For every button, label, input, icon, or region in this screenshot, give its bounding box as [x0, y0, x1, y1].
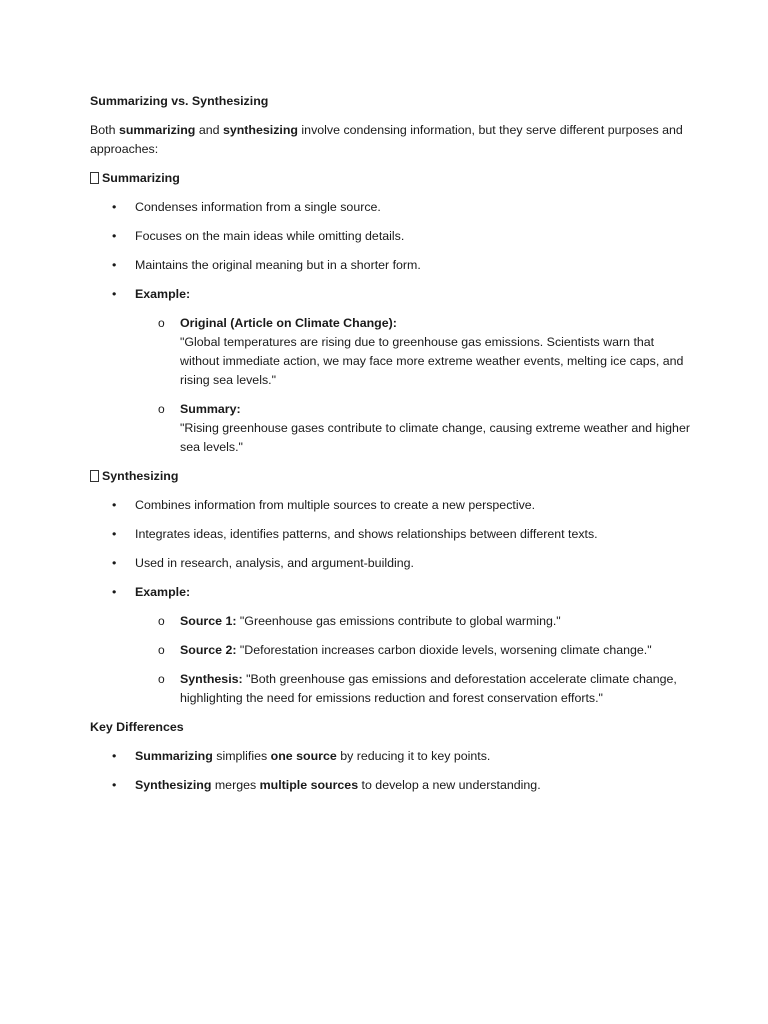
list-item-text: Focuses on the main ideas while omitting details.: [135, 229, 405, 243]
list-item-text: Maintains the original meaning but in a shorter form.: [135, 258, 421, 272]
document-title: Summarizing vs. Synthesizing: [90, 94, 269, 108]
list-item-text: Used in research, analysis, and argument-building.: [135, 556, 414, 570]
bold-term: Summarizing: [135, 749, 213, 763]
intro-bold-summarizing: summarizing: [118, 123, 196, 137]
intro-bold-synthesizing: synthesizing: [222, 123, 298, 137]
synthesizing-heading-label: Synthesizing: [102, 469, 179, 483]
missing-glyph-icon: [90, 172, 99, 184]
list-item: [90, 583, 690, 708]
summary-label: Summary:: [180, 402, 241, 416]
summarizing-list: [90, 198, 690, 457]
original-text: "Global temperatures are rising due to greenhouse gas emissions. Scientists warn that without immediate action, we may face more extreme weather events, melting ice caps, and rising sea levels.": [180, 335, 684, 387]
sub-bullet-icon: o: [158, 672, 165, 686]
source2-label: Source 2:: [180, 643, 237, 657]
list-item-text: simplifies: [212, 749, 271, 763]
sub-bullet-icon: o: [158, 614, 165, 628]
bold-term: multiple sources: [259, 778, 359, 792]
sub-list-item: [135, 400, 690, 457]
bold-term: one source: [270, 749, 337, 763]
list-item: [90, 496, 690, 515]
synthesis-text: "Both greenhouse gas emissions and deforestation accelerate climate change, highlighting the need for emissions reduction and forest conservation efforts.": [180, 672, 677, 705]
bullet-icon: •: [112, 229, 117, 243]
list-item-text: by reducing it to key points.: [336, 749, 491, 763]
list-item: [90, 554, 690, 573]
list-item-text: merges: [211, 778, 260, 792]
bullet-icon: •: [112, 258, 117, 272]
summarizing-heading-label: Summarizing: [102, 171, 180, 185]
source1-text: "Greenhouse gas emissions contribute to global warming.": [236, 614, 561, 628]
sub-bullet-icon: o: [158, 402, 165, 416]
intro-text: involve condensing information, but they serve different purposes and approaches:: [90, 123, 683, 156]
source2-text: "Deforestation increases carbon dioxide levels, worsening climate change.": [236, 643, 652, 657]
synthesis-label: Synthesis:: [180, 672, 243, 686]
intro-text: and: [195, 123, 223, 137]
missing-glyph-icon: [90, 470, 99, 482]
bullet-icon: •: [112, 200, 117, 214]
bullet-icon: •: [112, 585, 117, 599]
key-differences-heading: Key Differences: [90, 720, 184, 734]
bullet-icon: •: [112, 498, 117, 512]
list-item-text: Condenses information from a single source.: [135, 200, 381, 214]
list-item: [90, 525, 690, 544]
list-item: [90, 776, 690, 795]
synthesizing-heading: [90, 467, 690, 486]
source1-label: Source 1:: [180, 614, 237, 628]
bullet-icon: •: [112, 749, 117, 763]
summarizing-heading: [90, 169, 690, 188]
original-label: Original (Article on Climate Change):: [180, 316, 397, 330]
list-item: [90, 285, 690, 457]
synthesizing-example-list: [135, 612, 690, 708]
synthesizing-list: [90, 496, 690, 708]
sub-list-item: [135, 314, 690, 390]
intro-text: Both: [90, 123, 119, 137]
sub-bullet-icon: o: [158, 316, 165, 330]
sub-list-item: [135, 641, 690, 660]
sub-list-item: [135, 612, 690, 631]
bullet-icon: •: [112, 778, 117, 792]
example-label: Example:: [135, 585, 191, 599]
sub-bullet-icon: o: [158, 643, 165, 657]
list-item: [90, 256, 690, 275]
list-item: [90, 747, 690, 766]
list-item: [90, 198, 690, 217]
key-differences-list: [90, 747, 690, 795]
list-item-text: to develop a new understanding.: [358, 778, 541, 792]
document-body: [90, 92, 690, 805]
list-item-text: Integrates ideas, identifies patterns, and shows relationships between different texts.: [135, 527, 598, 541]
bullet-icon: •: [112, 287, 117, 301]
list-item-text: Combines information from multiple sources to create a new perspective.: [135, 498, 536, 512]
list-item: [90, 227, 690, 246]
bullet-icon: •: [112, 556, 117, 570]
example-label: Example:: [135, 287, 191, 301]
sub-list-item: [135, 670, 690, 708]
summarizing-example-list: [135, 314, 690, 457]
bold-term: Synthesizing: [135, 778, 212, 792]
intro-paragraph: [90, 121, 690, 159]
summary-text: "Rising greenhouse gases contribute to climate change, causing extreme weather and higher sea levels.": [180, 421, 690, 454]
bullet-icon: •: [112, 527, 117, 541]
